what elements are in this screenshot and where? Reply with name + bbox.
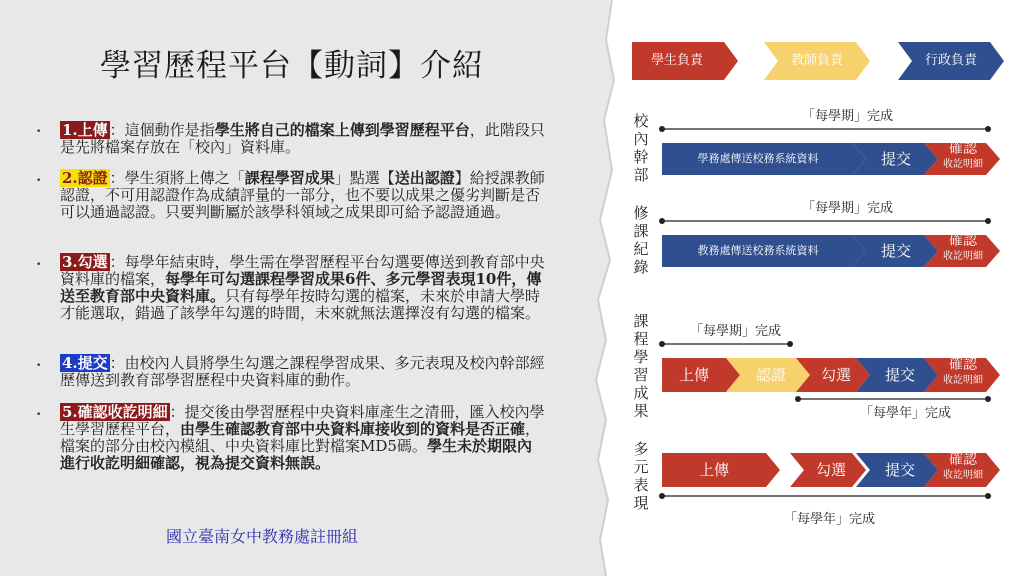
row-label: 修課紀錄 <box>633 204 649 276</box>
bullet-marker: • <box>36 176 42 186</box>
period-note: 「每學期」完成 <box>690 324 782 339</box>
timeline-dot <box>795 396 801 402</box>
timeline-dot <box>659 218 665 224</box>
step-label: 確認 <box>949 357 977 373</box>
step-label: 提交 <box>884 461 915 479</box>
step-sublabel: 收訖明細 <box>943 375 983 386</box>
row-label: 多元表現 <box>633 440 649 512</box>
step-sublabel: 收訖明細 <box>943 159 983 170</box>
emphasis-text: 由學生確認教育部中央資料庫接收到的資料是否正確 <box>180 420 526 438</box>
body-text: ：學生須將上傳之「 <box>109 169 245 187</box>
step-sublabel: 收訖明細 <box>943 251 983 262</box>
body-text: ，檔案的部分由校內模組、中央資料庫比對檔案MD5碼。 <box>60 420 541 455</box>
verb-tag: 1.上傳 <box>62 121 108 139</box>
body-text: 」點選【 <box>334 169 395 187</box>
step-label: 提交 <box>880 150 911 168</box>
step-label: 上傳 <box>678 366 709 384</box>
step-label: 提交 <box>880 242 911 260</box>
row-label: 課程學習成果 <box>633 312 649 420</box>
emphasis-text: 每學年可勾選課程學習成果6件、多元學習表現10件，傳送至教育部中央資料庫。 <box>60 270 542 305</box>
timeline-dot <box>787 341 793 347</box>
period-note: 「每學年」完成 <box>860 406 952 421</box>
emphasis-text: 學生將自己的檔案上傳到學習歷程平台 <box>214 121 470 139</box>
bullet-marker: • <box>36 410 42 420</box>
bullet-marker: • <box>36 260 42 270</box>
step-sublabel: 收訖明細 <box>943 470 983 481</box>
emphasis-text: 課程學習成果 <box>244 169 335 187</box>
bullet-marker: • <box>36 127 42 137</box>
verb-tag: 4.提交 <box>62 354 108 372</box>
step-label: 確認 <box>949 233 977 249</box>
verb-tag: 5.確認收訖明細 <box>62 403 168 421</box>
step-label: 認證 <box>755 366 786 384</box>
legend-label: 教師負責 <box>790 53 843 68</box>
timeline-dot <box>985 126 991 132</box>
page-title: 學習歷程平台【動詞】介紹 <box>100 48 484 84</box>
timeline-dot <box>659 126 665 132</box>
period-note: 「每學期」完成 <box>802 109 894 124</box>
emphasis-text: 送出認證 <box>394 169 455 187</box>
step-label: 勾選 <box>820 366 851 384</box>
step-label: 上傳 <box>698 461 729 479</box>
period-note: 「每學期」完成 <box>802 201 894 216</box>
timeline-dot <box>659 493 665 499</box>
step-label: 教務處傳送校務系統資料 <box>697 244 819 257</box>
body-text: ：這個動作是指 <box>109 121 215 139</box>
step-label: 確認 <box>949 141 977 157</box>
bullet-marker: • <box>36 361 42 371</box>
legend-label: 行政負責 <box>924 53 977 68</box>
body-text: ，此階段只是先將檔案存放在「校內」資料庫。 <box>60 121 545 156</box>
step-label: 學務處傳送校務系統資料 <box>697 152 819 165</box>
step-label: 提交 <box>884 366 915 384</box>
period-note: 「每學年」完成 <box>784 512 876 527</box>
body-text: ：由校內人員將學生勾選之課程學習成果、多元表現及校內幹部經歷傳送到教育部學習歷程中央資料庫的動作。 <box>60 354 545 389</box>
step-label: 確認 <box>949 452 977 468</box>
timeline-dot <box>985 396 991 402</box>
body-text: ：提交後由學習歷程中央資料庫產生之清冊，匯入校內學生學習歷程平台， <box>60 403 545 438</box>
timeline-dot <box>985 218 991 224</box>
timeline-dot <box>985 493 991 499</box>
body-text: 】給授課教師認證，不可用認證作為成績評量的一部分，也不要以成果之優劣判斷是否可以通過認證。只要判斷屬於該學科領域之成果即可給予認證通過。 <box>60 169 545 221</box>
footer-org: 國立臺南女中教務處註冊組 <box>166 527 359 546</box>
row-label: 校內幹部 <box>633 112 649 184</box>
body-text: 只有每學年按時勾選的檔案，未來於申請大學時才能選取，錯過了該學年勾選的時間，未來就無法選擇沒有勾選的檔案。 <box>60 287 541 322</box>
verb-tag: 2.認證 <box>62 169 108 187</box>
emphasis-text: 學生未於期限內進行收訖明細確認，視為提交資料無誤。 <box>60 437 532 472</box>
step-label: 勾選 <box>815 461 846 479</box>
legend-label: 學生負責 <box>650 53 703 68</box>
body-text: ：每學年結束時，學生需在學習歷程平台勾選要傳送到教育部中央資料庫的檔案， <box>60 253 545 288</box>
verb-tag: 3.勾選 <box>62 253 108 271</box>
timeline-dot <box>659 341 665 347</box>
